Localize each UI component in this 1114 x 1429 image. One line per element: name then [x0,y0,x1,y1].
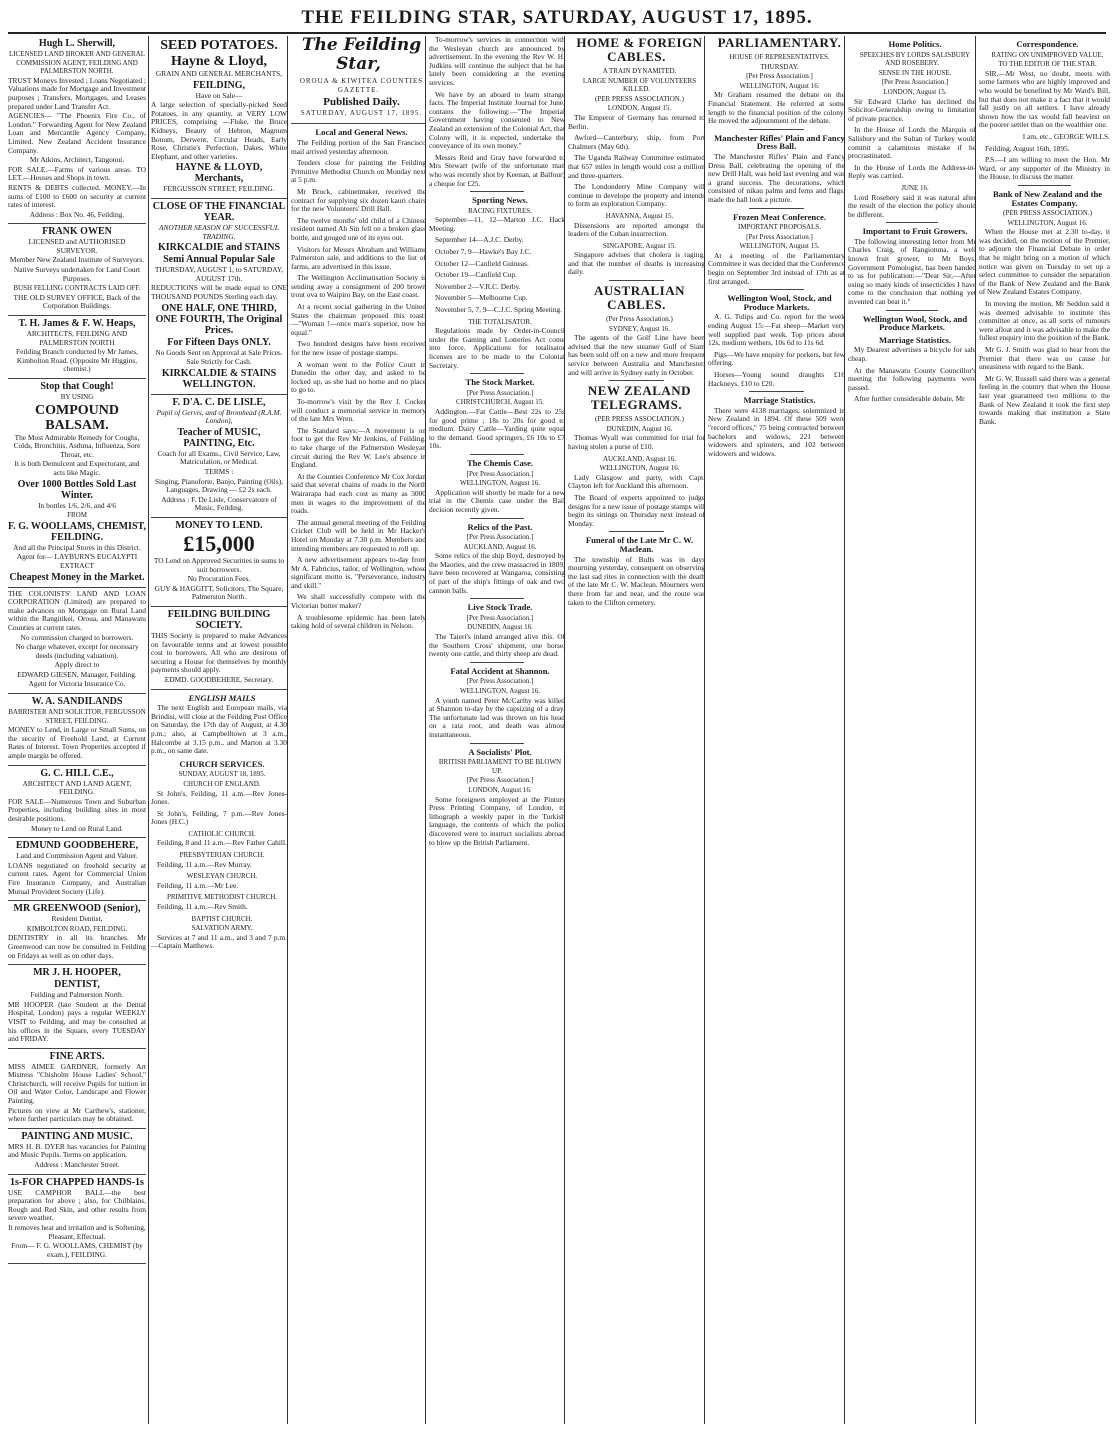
ad-greenwood-dentist: MR GREENWOOD (Senior), Resident Dentist, KIMBOLTON ROAD, FEILDING. DENTISTRY in all its branches. Mr Greenwood can now be consulted in Feilding on Fridays as well as on other days. [8,901,146,965]
col7-misc: Wellington Wool, Stock, and Produce Markets. Marriage Statistics. My Dearest advertises a bicycle for sale cheap. At the Manawatu County Councillor's meeting the following payments were passed. After further considerable debate, Mr [848,313,976,404]
local-general-news: Local and General News. The Feilding portion of the San Francisco mail arrived yesterday afternoon. Tenders close for painting the Feilding Primitive Methodist Church on Monday next at 5 p.m. Mr Brock, cabinetmaker, received the contract for supplying six dozen kauri chairs for the new Volunteers' Drill Hall. The twelve months' old child of a Chinese resident named Ah Sin fell on a broken glass bottle, and gouged one of its eyes out. Visitors for Messrs Abraham and Williams Palmerston sale, and additions to the list of farms, are advertised in this issue. The Wellington Acclimatisation Society is sending away a consignment of 200 brown trout ova to Waipiro Bay, on the East coast. At a recent social gathering in the United States the chairman proposed this toast:—"Woman !—once man's superior, now his equal." Two hundred designs have been received for the new issue of postage stamps. A woman went to the Police Court in Dunedin the other day, and asked to be locked up, as she had no home and no place to go to. To-morrow's visit by the Rev J. Cocker will conduct a memorial service in memory of the late Mrs Wren. The Standard says:—A movement is on foot to get the Rev Mr Jenkins, of Feilding, to take charge of the Palmerston Wesleyan circuit during the Rev W. Lee's absence in England. At the Counties Conference Mr Cox Jordan said that several chains of roads in the North Wairarapa had each cost as many as 3000 men in wages to the improvement of the roads. The annual general meeting of the Feilding Cricket Club will be held in Mr Hacker's Hotel on Monday at 7.30 p.m. Members and intending members are requested to roll up. A new advertisement appears to-day from Mr A. Fabricius, tailor, of Wellington, whose significant motto is, "Perseverance, industry and skill." We shall successfully compete with the Victorian butter maker? A troublesome epidemic has been lately taking hold of several children in Nelson. [291,127,426,631]
ad-hill: G. C. HILL C.E., ARCHITECT AND LAND AGENT, FEILDING. FOR SALE—Numerous Town and Suburban Properties, including building sites in most desirable positions. Money to Lend on Rural Land. [8,766,146,839]
stock-market: The Stock Market. [Per Press Association.] CHRISTCHURCH, August 15. Addington.—Fat Cattle—Best 22s to 25s for good prime ; 18s to 20s for good to medium. Dairy Cattle—Yarding quite equal to the demand. Good springers, £6 10s to £7 10s. [429,377,565,451]
english-mails: ENGLISH MAILS The next English and European mails, via Brindisi, will close at the Feilding Post Office on Saturday, the 17th day of August, at 4.30 p.m.; also, at Campbelltown at 3 a.m., Halcombe at 3.15 p.m., and Marton at 3.30 p.m., on same date. [151,692,287,756]
ad-goodbehere: EDMUND GOODBEHERE, Land and Commission Agent and Valuer. LOANS negotiated on freehold security at current rates. Agent for Commercial Union Fire Insurance Company, and Australian Mutual Provident Society (Life). [8,838,146,901]
ad-james-heaps: T. H. James & F. W. Heaps, ARCHITECTS, FEILDING AND PALMERSTON NORTH Feilding Branch conducted by Mr James, Kimbolton Road. (Opposite Mr Higgins, chemist.) [8,316,146,379]
manchester-rifles-ball: Manchester Rifles' Plain and Fancy Dress Ball. The Manchester Rifles' Plain and Fancy Dress Ball, celebrating the opening of the new Drill Hall, was held last evening and was a grand success. The decorations, which consisted of nikau palms and ferns and flags, made the hall look a picture. [708,132,845,204]
wellington-markets: Wellington Wool, Stock, and Produce Markets. A. G. Tulips and Co. report for the week ending August 15:—Fat sheep—Market very well supplied past week. Top prices about 12s, medium wethers, 10s 6d to 11s 6d. Pigs—We have enquiry for porkers, but few offering. Horses—Young sound draughts £16 Hackneys, £10 to £20. [708,293,845,388]
masthead [8,6,1106,34]
chemis-case: The Chemis Case. [Per Press Association.] WELLINGTON, August 16. Application will shortly be made for a new trial in the Chemis case under the Bail decision recently given. [429,457,565,514]
correspondence: Correspondence. RATING ON UNIMPROVED VALUE. TO THE EDITOR OF THE STAR. SIR,—Mr West, no doubt, meets with some farmers who are highly improved and who would be benefited by Mr Ward's Bill, but that does not make it a fact that it would fall justly on all settlers. I have already shown how the tax would fall heaviest on the poorer settler than on the wealthier one. I am, etc., GEORGE WILLS. Feilding, August 16th, 1895. P.S.—I am willing to meet the Hon. Mr Ward, or any supporter of the Ministry in the House, to discuss the matter. [979,39,1110,182]
ad-hooper-dentist: MR J. H. HOOPER, DENTIST, Feilding and Palmerston North. MR HOOPER (late Student at the Dental Hospital, London) pays a regular WEEKLY VISIT to Feilding, and may be consulted at his offices in the Square, every TUESDAY and FRIDAY. [8,965,146,1049]
column-8 [975,36,1110,1424]
marriage-statistics: Marriage Statistics. There were 4138 marriages, solemnized in New Zealand in 1894. Of these 509 were "record offices," 75 being contracted between bachelors and widows, 221 between widowers and spinsters, and 102 between widowers and widows. [708,395,845,458]
church-services: CHURCH SERVICES. SUNDAY, AUGUST 18, 1895. CHURCH OF ENGLAND. St John's, Feilding, 11 a.m.—Rev Jones-Jones. St John's, Feilding, 7 p.m.—Rev Jones-Jones (H.C.) CATHOLIC CHURCH. Feilding, 8 and 11 a.m.—Rev Father Cahill. PRESBYTERIAN CHURCH. Feilding, 11 a.m.—Rev Murray. WESLEYAN CHURCH. Feilding, 11 a.m.—Mr Lee. PRIMITIVE METHODIST CHURCH. Feilding, 11 a.m.—Rev Smith. BAPTIST CHURCH. SALVATION ARMY. Services at 7 and 11 a.m., and 3 and 7 p.m.—Captain Matthews. [151,758,287,951]
column-4 [425,36,565,1424]
newspaper-columns [8,36,1110,1424]
sporting-news: Sporting News. RACING FIXTURES. September—11, 12—Marton J.C. Hack Meeting. September 14—A.J.C. Derby. October 7, 9—Hawke's Bay J.C. October 12—Canfield Guineas. October 19—Canfield Cup. November 2—V.R.C. Derby. November 5—Melbourne Cup. November 5, 7, 9—C.J.C. Spring Meeting. THE TOTALISATOR. Regulations made by Order-in-Council under the Gaming and Lotteries Act come into force. Applications for totalisator licenses are to be made to the Colonial Secretary. [429,195,565,370]
column-1 [8,36,146,1424]
home-foreign-cables: HOME & FOREIGN CABLES. A TRAIN DYNAMITED. LARGE NUMBER OF VOLUNTEERS KILLED. (PER PRESS ASSOCIATION.) LONDON, August 15. The Emperor of Germany has returned to Berlin. Awford—Canterbury, ship, from Port Chalmers (May 6th). The Uganda Railway Committee estimated that 657 miles in length would cost a million and three-quarters. The Londonderry Mine Company will continue to develope the property and intends to form an exploration Company. HAVANNA, August 15. Dissensions are reported amongst the leaders of the Cuban insurrection. SINGAPORE, August 15. Singapore advises that cholera is raging, and that the number of deaths is increasing daily. [568,36,705,277]
ad-sherwill: Hugh L. Sherwill, LICENSED LAND BROKER AND GENERAL COMMISSION AGENT, FEILDING AND PALMERSTON NORTH. TRUST Moneys Invested ; Loans Negotiated ; Valuations made for Mortgage and Investment purposes ; Transfers, Mortgages, and Leases prepared under Land Transfer Act. AGENCIES— "The Phoenix Fire Co., of London." Forwarding Agent for New Zealand Loan and Mercantile Agency Company, Limited. New Zealand Accident Insurance Company. Mr Atkins, Architect, Tangonui. FOR SALE.—Farms of various areas. TO LET.—Houses and Shops in town. RENTS & DEBTS collected. MONEY.—In sums of £100 to £600 on security at current rates of interest. Address : Box No. 46, Feilding. [8,36,146,224]
parliamentary: PARLIAMENTARY. HOUSE OF REPRESENTATIVES. THURSDAY. [Per Press Association.] WELLINGTON, August 16. Mr Graham resumed the debate on the Financial Statement. He referred at some length to the financial position of the colony. He moved the adjournment of the debate. [708,36,845,126]
column-7 [844,36,976,1424]
ad-sandilands: W. A. SANDILANDS BARRISTER AND SOLICITOR, FERGUSSON STREET, FEILDING. MONEY to Lend, in Large or Small Sums, on the security of Freehold Land, at Current Rates of Interest. Town Properties accepted if ample margin be offered. [8,694,146,766]
column-5 [564,36,705,1424]
frozen-meat-conference: Frozen Meat Conference. IMPORTANT PROPOSALS. [Per Press Association.] WELLINGTON, August 15. At a meeting of the Parliamentary Committee it was decided that the Conference begin on September 3rd instead of 17th as at first arranged. [708,211,845,286]
masthead-feilding-star: The Feilding Star, OROUA & KIWITEA COUNTIES GAZETTE. Published Daily. SATURDAY, AUGUST 17, 1895. [291,36,426,124]
ad-frank-owen: FRANK OWEN LICENSED and AUTHORISED SURVEYOR. Member New Zealand Institute of Surveyors. Native Surveys undertaken for Land Court Purposes. BUSH FELLING CONTRACTS LAID OFF. THE OLD SURVEY OFFICE, Back of the Corporation Buildings. [8,224,146,316]
funeral-maclean: Funeral of the Late Mr C. W. Maclean. The township of Bulls was in days mourning yesterday, consequent on observing the last sad rites in connection with the death of the late Mr C. W. Maclean. Mourners were there from far and near, and the route was taken to the Clifton cemetery. [568,535,705,607]
newspaper-title: THE FEILDING STAR, SATURDAY, AUGUST 17, 1895. [301,7,813,28]
column-6 [704,36,845,1424]
bank-of-new-zealand: Bank of New Zealand and the Estates Company. (PER PRESS ASSOCIATION.) WELLINGTON, August 16. When the House met at 2.30 to-day, it was decided, on the motion of the Premier, to adjourn the Financial Debate in order that he might bring on a motion of which notice was given on Tuesday to set up a select committee to consider the separation of the Bank of New Zealand and the Bank of New Zealand Estates Company. In moving the motion, Mr Seddon said it was deemed advisable to institute this committee at once, as all sorts of rumours were afloat and it was advisable to make the fullest enquiry into the position of the Bank. Mr G. J. Smith was glad to hear from the Premier that there was no cause for uneasiness with regard to the Bank. Mr G. W. Russell said there was a general feeling in the country that when the House last year guaranteed two millions to the Bank of New Zealand it took the first step towards making that institution a State Bank. [979,188,1110,426]
new-zealand-telegrams: NEW ZEALAND TELEGRAMS. (PER PRESS ASSOCIATION.) DUNEDIN, August 16. Thomas Wyall was committed for trial for having stolen a purse of £10. AUCKLAND, August 16. WELLINGTON, August 16. Lady Glasgow and party, with Capt. Clayton left for Auckland this afternoon. The Board of experts appointed to judge designs for a new issue of postage stamps will begin its sittings on Thursday next instead of Monday. [568,383,705,528]
column-3 [287,36,426,1424]
socialists-plot: A Socialists' Plot. BRITISH PARLIAMENT TO BE BLOWN UP. [Per Press Association.] LONDON, August 16. Some foreigners employed at the Pinturs Press Printing Company, of London, to lithograph a weekly paper in the Turkish language, the contents of which the police discovered were to instruct socialists abroad to blow up the British Parliament. [429,746,565,847]
ad-fine-arts: FINE ARTS. MISS AIMEE GARDNER, formerly Art Mistress "Chisholm House Ladies' School," Christchurch, will receive Pupils for tuition in Oil and Water Color, Landscape and Flower Painting. Pictures on view at Mr Carthew's, stationer, where further particulars may be obtained. [8,1049,146,1129]
live-stock-trade: Live Stock Trade. [Per Press Association.] DUNEDIN, August 16. The Taieri's inland arranged alive this. Of the Southern Cross' shipment, one horse, twenty one cattle, and thirty sheep are dead. [429,602,565,659]
fatal-accident-shannon: Fatal Accident at Shannon. [Per Press Association.] WELLINGTON, August 16. A youth named Peter McCarthy was killed at Shannon to-day by the capsizing of a dray. The unfortunate lad was thrown on his head on a rata root, and death was almost instantaneous. [429,665,565,739]
ad-chapped-hands: 1s-FOR CHAPPED HANDS-1s USE CAMPHOR BALL—the best preparation for above ; also, for Chilblains, Rough and Red Skin, and other results from severe weather. It removes heat and irritation and is Softening, Pleasant, Effectual. From— F. G. WOOLLAMS, CHEMIST (by exam.), FEILDING. [8,1175,146,1265]
ad-building-society: FEILDING BUILDING SOCIETY. THIS Society is prepared to make Advances on favourable terms and at lowest possible cost to borrowers. All who are desirous of securing a House for themselves by monthly payments should apply. EDMD. GOODBEHERE, Secretary. [151,607,287,690]
ad-seed-potatoes: SEED POTATOES. Hayne & Lloyd, GRAIN AND GENERAL MERCHANTS, FEILDING, Have on Sale— A large selection of specially-picked Seed Potatoes, in any quantity, at VERY LOW PRICES, comprising —Fluke, the Bruce Kidneys, Beauty of Hebron, Magnum Bonum, Derwent, Circular Heads, Early Rose, Christie's Perfection, Dakes, White Elephant, and other varieties. HAYNE & LLOYD, Merchants, FERGUSSON STREET, FEILDING. [151,36,287,199]
home-politics: Home Politics. SPEECHES BY LORDS SALISBURY AND ROSEBERY. SENSE IN THE HOUSE. [Per Press Association.] LONDON, August 15. Sir Edward Clarke has declined the Solicitor-Generalship owing to limitation of private practice. In the House of Lords the Marquis of Salisbury and the Sultan of Turkey would commit a calamitous mistake if he procrastinated. In the House of Lords the Address-in-Reply was carried. JUNE 16. Lord Rosebery said it was natural after the result of the election the policy should be different. [848,39,976,219]
wesleyan-services: To-morrow's services in connection with the Wesleyan church are announced by advertisement. In the evening the Rev W. H. Judkins will continue the subject that he has lately been considering at the evening services. We have by an aboard to learn strange facts. The Imperial Institute Journal for June, contains the following:—"The Imperial Government having consented to New Zealand an extension of the Colonial Act, that Colony will, it is expected, undertake the conveyance of its own money." Messrs Reid and Gray have forwarded to Mrs Stewart (wife of the unfortunate man who was recently shot by Keenan, at Balfour) a cheque for £25. [429,36,565,188]
column-2 [148,36,287,1424]
ad-painting-music: PAINTING AND MUSIC. MRS H. B. DYER has vacancies for Painting and Music Pupils. Terms on application. Address : Manchester Street. [8,1129,146,1175]
ad-money-to-lend: MONEY TO LEND. £15,000 TO Lend on Approved Securities in sums to suit borrowers. No Procuration Fees. GUY & HAGGITT, Solicitors, The Square, Palmerston North. [151,518,287,607]
ad-colonists-land-loan: THE COLONISTS' LAND AND LOAN CORPORATION (Limited) are prepared to make advances on Mortgage on Rural Land within the Rangitikei, Oroua, and Manawatu Counties at current rates. No commission charged to borrowers. No charge whatever, except for necessary deeds (including valuation). Apply direct to EDWARD GIESEN, Manager, Feilding. Agent for Victoria Insurance Co. [8,588,146,695]
ad-de-lisle: F. D'A. C. DE LISLE, Pupil of Gervis, and of Bromhead (R.A.M. London), Teacher of MUSIC, PAINTING, Etc. Coach for all Exams., Civil Service, Law, Matriculation, or Medical. TERMS : Singing, Pianoforte, Banjo, Painting (Oils), Languages, Drawing — £2 2s each. Address : F. De Lisle, Conservatoire of Music, Feilding. [151,395,287,518]
relics-of-the-past: Relics of the Past. [Per Press Association.] AUCKLAND, August 16. Some relics of the ship Boyd, destroyed by the Maories, and the crew massacred in 1809, have been recovered at Wangaroa, consisting of part of the ship's fittings of oak and two cannon balls. [429,521,565,595]
australian-cables: AUSTRALIAN CABLES. (Per Press Association.) SYDNEY, August 16. The agents of the Golf Line have been advised that the new steamer Gulf of Siam has been sold off on a new and more frequent service between Australia and Manchester, and will arrive in Sydney early in October. [568,283,705,377]
fruit-growers: Important to Fruit Growers. The following interesting letter from Mr Charles Craig, of Rangiotuna, a well known fruit grower, to Mr Boys, Government Pomologist, has been handed to us for publication:—"Dear Sir,—After using so many kinds of insecticides I have come to the conclusion that nothing yet invented can beat it." [848,226,976,307]
ad-compound-balsam: Stop that Cough! BY USING COMPOUND BALSAM. The Most Admirable Remedy for Coughs, Colds, Bronchitis, Asthma, Influenza, Sore Throat, etc. It is both Demulcent and Expectorant, and acts like Magic. Over 1000 Bottles Sold Last Winter. In bottles 1/6, 2/6, and 4/6 FROM F. G. WOOLLAMS, CHEMIST, FEILDING. And all the Principal Stores in this District. Agent for— LAYBURN'S EUCALYPTI EXTRACT Cheapest Money in the Market. [8,379,146,588]
ad-kirkcaldie-stains: CLOSE OF THE FINANCIAL YEAR. ANOTHER SEASON OF SUCCESSFUL TRADING. KIRKCALDIE and STAINS Semi Annual Popular Sale THURSDAY, AUGUST 1, to SATURDAY, AUGUST 17th. REDUCTIONS will be made equal to ONE THOUSAND POUNDS Sterling each day. ONE HALF, ONE THIRD, ONE FOURTH, The Original Prices. For Fifteen Days ONLY. No Goods Sent on Approval at Sale Prices. Sale Strictly for Cash. KIRKCALDIE & STAINS WELLINGTON. [151,199,287,395]
